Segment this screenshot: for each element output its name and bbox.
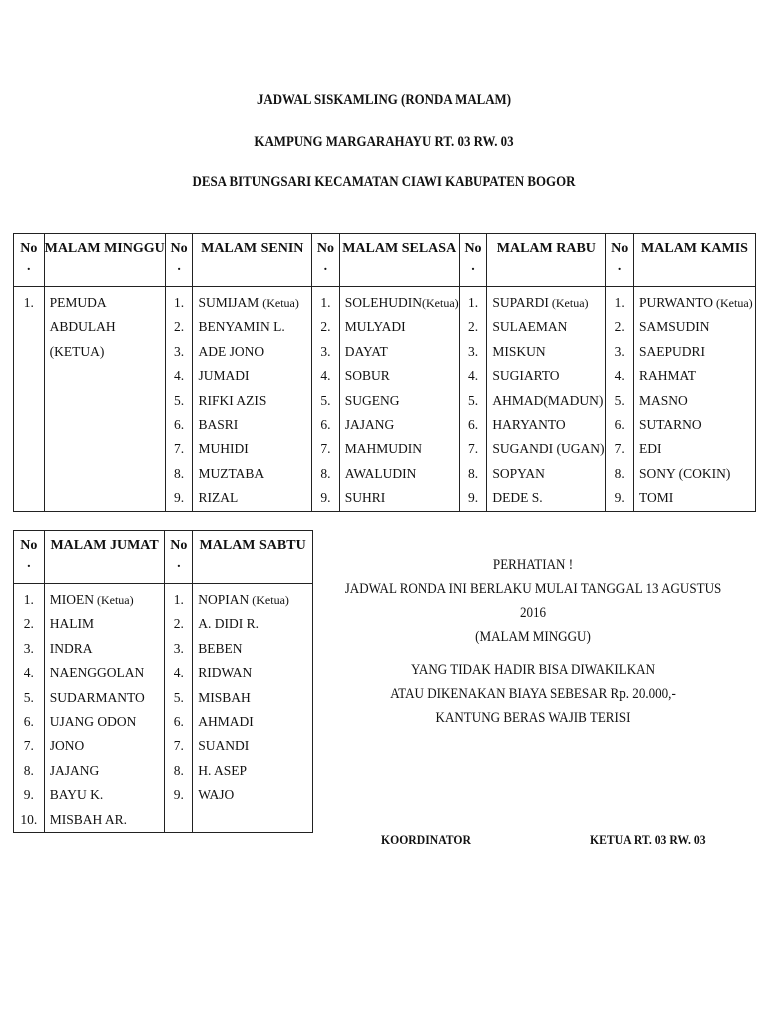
row-number: 5.	[320, 392, 331, 408]
member-name: ADE JONO	[198, 343, 265, 359]
member-name: SUMIJAM (Ketua)	[198, 295, 299, 310]
member-name: MISKUN	[492, 343, 546, 359]
member-name: RAHMAT	[639, 368, 697, 384]
row-number: 3.	[467, 343, 479, 359]
row-number: 1.	[320, 295, 331, 310]
member-name: RIDWAN	[198, 665, 253, 681]
row-number: 6.	[174, 416, 185, 432]
row-number: 8.	[173, 762, 184, 778]
member-name: JAJANG	[344, 416, 395, 432]
no-header: No .	[606, 234, 634, 287]
row-number: 9.	[174, 490, 185, 506]
member-name: H. ASEP	[198, 762, 248, 778]
member-name: NOPIAN (Ketua)	[198, 592, 289, 607]
day-header-senin: MALAM SENIN	[193, 234, 312, 287]
table-body-row	[14, 584, 313, 833]
schedule-table-week	[13, 233, 756, 512]
notice-rice-bag: KANTUNG BERAS WAJIB TERISI	[435, 710, 631, 726]
member-name: JAJANG	[49, 762, 100, 778]
member-name: RIFKI AZIS	[198, 392, 267, 408]
day-header-minggu: MALAM MINGGU	[44, 234, 165, 287]
member-column	[634, 287, 756, 512]
row-number: 9.	[614, 490, 625, 506]
row-number: 5.	[174, 392, 185, 408]
row-number: 4.	[614, 368, 625, 384]
member-name: EDI	[639, 441, 662, 457]
row-number: 1.	[23, 592, 34, 607]
row-number: 9.	[467, 490, 479, 506]
row-number: 6.	[614, 416, 625, 432]
row-number: 2.	[614, 319, 625, 335]
row-number: 7.	[174, 441, 185, 457]
member-name: BEBEN	[198, 640, 243, 656]
member-name: SONY (COKIN)	[639, 465, 731, 481]
day-header-jumat: MALAM JUMAT	[44, 531, 165, 584]
row-number: 3.	[320, 343, 331, 359]
member-name: MULYADI	[344, 319, 406, 335]
day-header-rabu: MALAM RABU	[487, 234, 606, 287]
row-number: 7.	[23, 738, 34, 754]
member-name: SOPYAN	[492, 465, 545, 481]
row-number: 5.	[173, 689, 184, 705]
schedule-title: JADWAL SISKAMLING (RONDA MALAM)	[256, 92, 512, 108]
number-column	[459, 287, 487, 512]
number-column	[312, 287, 340, 512]
member-name: SULAEMAN	[492, 319, 568, 335]
row-number: 2.	[320, 319, 331, 335]
row-number: 3.	[23, 640, 34, 656]
signature-koordinator: KOORDINATOR	[381, 832, 471, 847]
row-number: 7.	[320, 441, 331, 457]
row-number: 6.	[467, 416, 479, 432]
member-name: TOMI	[639, 490, 674, 506]
notice-block	[316, 553, 750, 649]
no-header: No .	[312, 234, 340, 287]
row-number: 4.	[320, 368, 331, 384]
location-desa: DESA BITUNGSARI KECAMATAN CIAWI KABUPATEN BOGOR	[192, 174, 576, 190]
row-number: 3.	[174, 343, 185, 359]
row-number: 7.	[614, 441, 625, 457]
member-name: SAMSUDIN	[639, 319, 710, 335]
row-number: 3.	[173, 640, 184, 656]
notice-heading: PERHATIAN !	[492, 557, 574, 573]
notice-fee: ATAU DIKENAKAN BIAYA SEBESAR Rp. 20.000,-	[390, 686, 676, 702]
number-column	[14, 584, 45, 833]
row-number: 9.	[23, 787, 34, 803]
day-header-sabtu: MALAM SABTU	[193, 531, 313, 584]
member-column	[339, 287, 459, 512]
row-number: 4.	[467, 368, 479, 384]
member-name: JONO	[49, 738, 85, 754]
row-number: 8.	[174, 465, 185, 481]
row-number: 1.	[23, 295, 34, 310]
member-name: SAEPUDRI	[639, 343, 706, 359]
member-name: DAYAT	[344, 343, 388, 359]
member-column	[193, 584, 313, 833]
row-number: 6.	[320, 416, 331, 432]
member-name: SUGIARTO	[492, 368, 560, 384]
location-kampung: KAMPUNG MARGARAHAYU RT. 03 RW. 03	[254, 134, 514, 150]
member-name: A. DIDI R.	[198, 616, 259, 632]
row-number: 8.	[23, 762, 34, 778]
row-number: 8.	[614, 465, 625, 481]
member-name: MASNO	[639, 392, 688, 408]
row-number: 9.	[173, 787, 184, 803]
member-name: AWALUDIN	[344, 465, 417, 481]
member-column	[193, 287, 312, 512]
member-name: SUANDI	[198, 738, 250, 754]
no-header: No .	[165, 531, 193, 584]
row-number: 10.	[20, 811, 38, 827]
member-name: SOLEHUDIN(Ketua)	[344, 295, 459, 310]
notice-start-night: (MALAM MINGGU)	[475, 629, 591, 645]
row-number: 9.	[320, 490, 331, 506]
member-name: MISBAH	[198, 689, 251, 705]
member-name: MUZTABA	[198, 465, 265, 481]
row-number: 1.	[173, 592, 184, 607]
member-name: BAYU K.	[49, 787, 104, 803]
member-name: SUGANDI (UGAN)	[492, 441, 605, 457]
member-name: AHMADI	[198, 713, 254, 729]
member-name: WAJO	[198, 787, 235, 803]
row-number: 3.	[614, 343, 625, 359]
member-name: HALIM	[49, 616, 94, 632]
member-name: MAHMUDIN	[344, 441, 422, 457]
day-header-kamis: MALAM KAMIS	[634, 234, 756, 287]
schedule-table-weekend	[13, 530, 313, 833]
number-column	[165, 584, 193, 833]
row-number: 5.	[614, 392, 625, 408]
member-name: MISBAH AR.	[49, 811, 127, 827]
row-number: 8.	[467, 465, 479, 481]
row-number: 7.	[173, 738, 184, 754]
row-number: 2.	[467, 319, 479, 335]
member-name: SOBUR	[344, 368, 390, 384]
row-number: 2.	[173, 616, 184, 632]
table-header-row	[14, 234, 756, 287]
row-number: 5.	[467, 392, 479, 408]
row-number: 7.	[467, 441, 479, 457]
member-column	[44, 287, 165, 512]
row-number: 2.	[23, 616, 34, 632]
member-name: SUPARDI (Ketua)	[492, 295, 589, 310]
no-header: No .	[14, 531, 45, 584]
row-number: 1.	[614, 295, 625, 310]
no-header: No .	[165, 234, 193, 287]
member-name: MUHIDI	[198, 441, 249, 457]
member-name: SUTARNO	[639, 416, 702, 432]
number-column	[14, 287, 45, 512]
member-name: HARYANTO	[492, 416, 566, 432]
row-number: 1.	[174, 295, 185, 310]
member-name: UJANG ODON	[49, 713, 137, 729]
member-name: AHMAD(MADUN)	[492, 392, 604, 408]
member-name: BASRI	[198, 416, 239, 432]
number-column	[606, 287, 634, 512]
member-name: JUMADI	[198, 368, 250, 384]
day-header-selasa: MALAM SELASA	[339, 234, 459, 287]
row-number: 4.	[23, 665, 34, 681]
notice-substitute: YANG TIDAK HADIR BISA DIWAKILKAN	[410, 662, 656, 678]
row-number: 6.	[23, 713, 34, 729]
no-header: No .	[14, 234, 45, 287]
notice-start-date: JADWAL RONDA INI BERLAKU MULAI TANGGAL 13 AGUSTUS 2016	[344, 581, 722, 621]
member-column	[44, 584, 165, 833]
row-number: 2.	[174, 319, 185, 335]
table-body-row	[14, 287, 756, 512]
notice-rules	[316, 658, 750, 730]
member-name: SUGENG	[344, 392, 400, 408]
member-name: SUDARMANTO	[49, 689, 145, 705]
row-number: 8.	[320, 465, 331, 481]
member-name: RIZAL	[198, 490, 239, 506]
row-number: 1.	[467, 295, 479, 310]
member-name: PEMUDA ABDULAH (KETUA)	[49, 295, 116, 359]
member-name: INDRA	[49, 640, 93, 656]
row-number: 5.	[23, 689, 34, 705]
number-column	[165, 287, 193, 512]
signature-ketua-rt: KETUA RT. 03 RW. 03	[590, 832, 706, 847]
member-name: MIOEN (Ketua)	[49, 592, 134, 607]
member-name: BENYAMIN L.	[198, 319, 285, 335]
table-header-row	[14, 531, 313, 584]
row-number: 4.	[173, 665, 184, 681]
row-number: 4.	[174, 368, 185, 384]
member-name: PURWANTO (Ketua)	[639, 295, 753, 310]
member-name: SUHRI	[344, 490, 386, 506]
member-name: NAENGGOLAN	[49, 665, 145, 681]
member-name: DEDE S.	[492, 490, 543, 506]
member-column	[487, 287, 606, 512]
row-number: 6.	[173, 713, 184, 729]
no-header: No .	[459, 234, 487, 287]
